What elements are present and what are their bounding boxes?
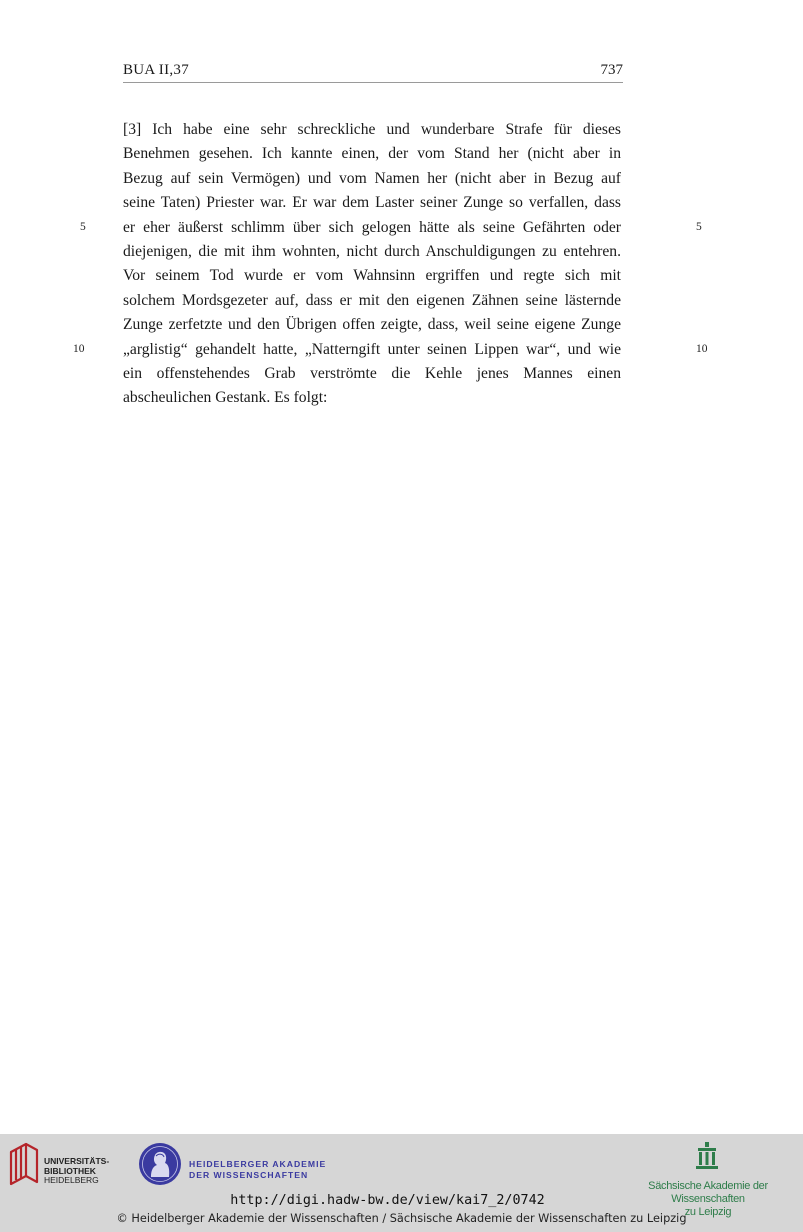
running-title: BUA II,37 — [123, 62, 190, 78]
body-paragraph — [123, 118, 621, 411]
text-line: ein offenstehendes Grab verströmte die Kehle jenes Mannes einen — [123, 364, 621, 382]
hadw-logo-line: DER WISSENSCHAFTEN — [189, 1170, 309, 1180]
text-line: solchem Mordsgezeter auf, dass er mit den eigenen Zähnen seine lästernde — [123, 291, 621, 309]
ub-heidelberg-logo[interactable] — [8, 1142, 118, 1192]
text-line: er eher äußerst schlimm über sich gelogen hätte als seine Gefährten oder — [123, 218, 621, 236]
text-line: Zunge zerfetzte und den Übrigen offen zeigte, dass, weil seine eigene Zunge — [123, 316, 621, 334]
text-line: „arglistig“ gehandelt hatte, „Natterngift unter seinen Lippen war“, und wie — [123, 340, 621, 358]
saw-logo-line: Sächsische Akademie der Wissenschaften — [648, 1180, 768, 1205]
text-line: seine Taten) Priester war. Er war dem Laster seiner Zunge so verfallen, dass — [123, 194, 621, 212]
text-line: [3] Ich habe eine sehr schreckliche und wunderbare Strafe für dieses — [123, 121, 621, 138]
line-number-right: 10 — [696, 343, 708, 355]
building-icon — [696, 1142, 718, 1170]
text-line: abscheulichen Gestank. Es folgt: — [123, 389, 328, 407]
line-number-left: 5 — [80, 221, 86, 233]
text-line: Bezug auf sein Vermögen) und vom Namen her (nicht aber in Bezug auf — [123, 169, 621, 187]
text-line: Benehmen gesehen. Ich kannte einen, der vom Stand her (nicht aber in — [123, 145, 621, 163]
saw-logo-line: zu Leipzig — [684, 1206, 732, 1218]
running-header — [123, 60, 623, 83]
copyright-notice: © Heidelberger Akademie der Wissenschaften / Sächsische Akademie der Wissenschaften zu Leipzig — [116, 1212, 687, 1225]
hadw-logo[interactable] — [138, 1142, 328, 1188]
ub-logo-line: BIBLIOTHEK — [44, 1165, 96, 1176]
permalink-url[interactable]: http://digi.hadw-bw.de/view/kai7_2/0742 — [230, 1193, 545, 1208]
text-line: diejenigen, die mit ihm wohnten, nicht durch Anschuldigungen zu entehren. — [123, 242, 621, 260]
line-number-right: 5 — [696, 221, 702, 233]
page-number: 737 — [600, 62, 623, 78]
portrait-medal-icon — [138, 1142, 182, 1186]
text-line: Vor seinem Tod wurde er vom Wahnsinn ergriffen und regte sich mit — [123, 267, 621, 285]
ub-logo-line: HEIDELBERG — [44, 1175, 99, 1185]
line-number-left: 10 — [73, 343, 85, 355]
ub-logo-line: UNIVERSITÄTS- — [44, 1156, 110, 1166]
hadw-logo-line: HEIDELBERGER AKADEMIE — [189, 1159, 327, 1169]
ub-book-icon — [8, 1142, 40, 1186]
